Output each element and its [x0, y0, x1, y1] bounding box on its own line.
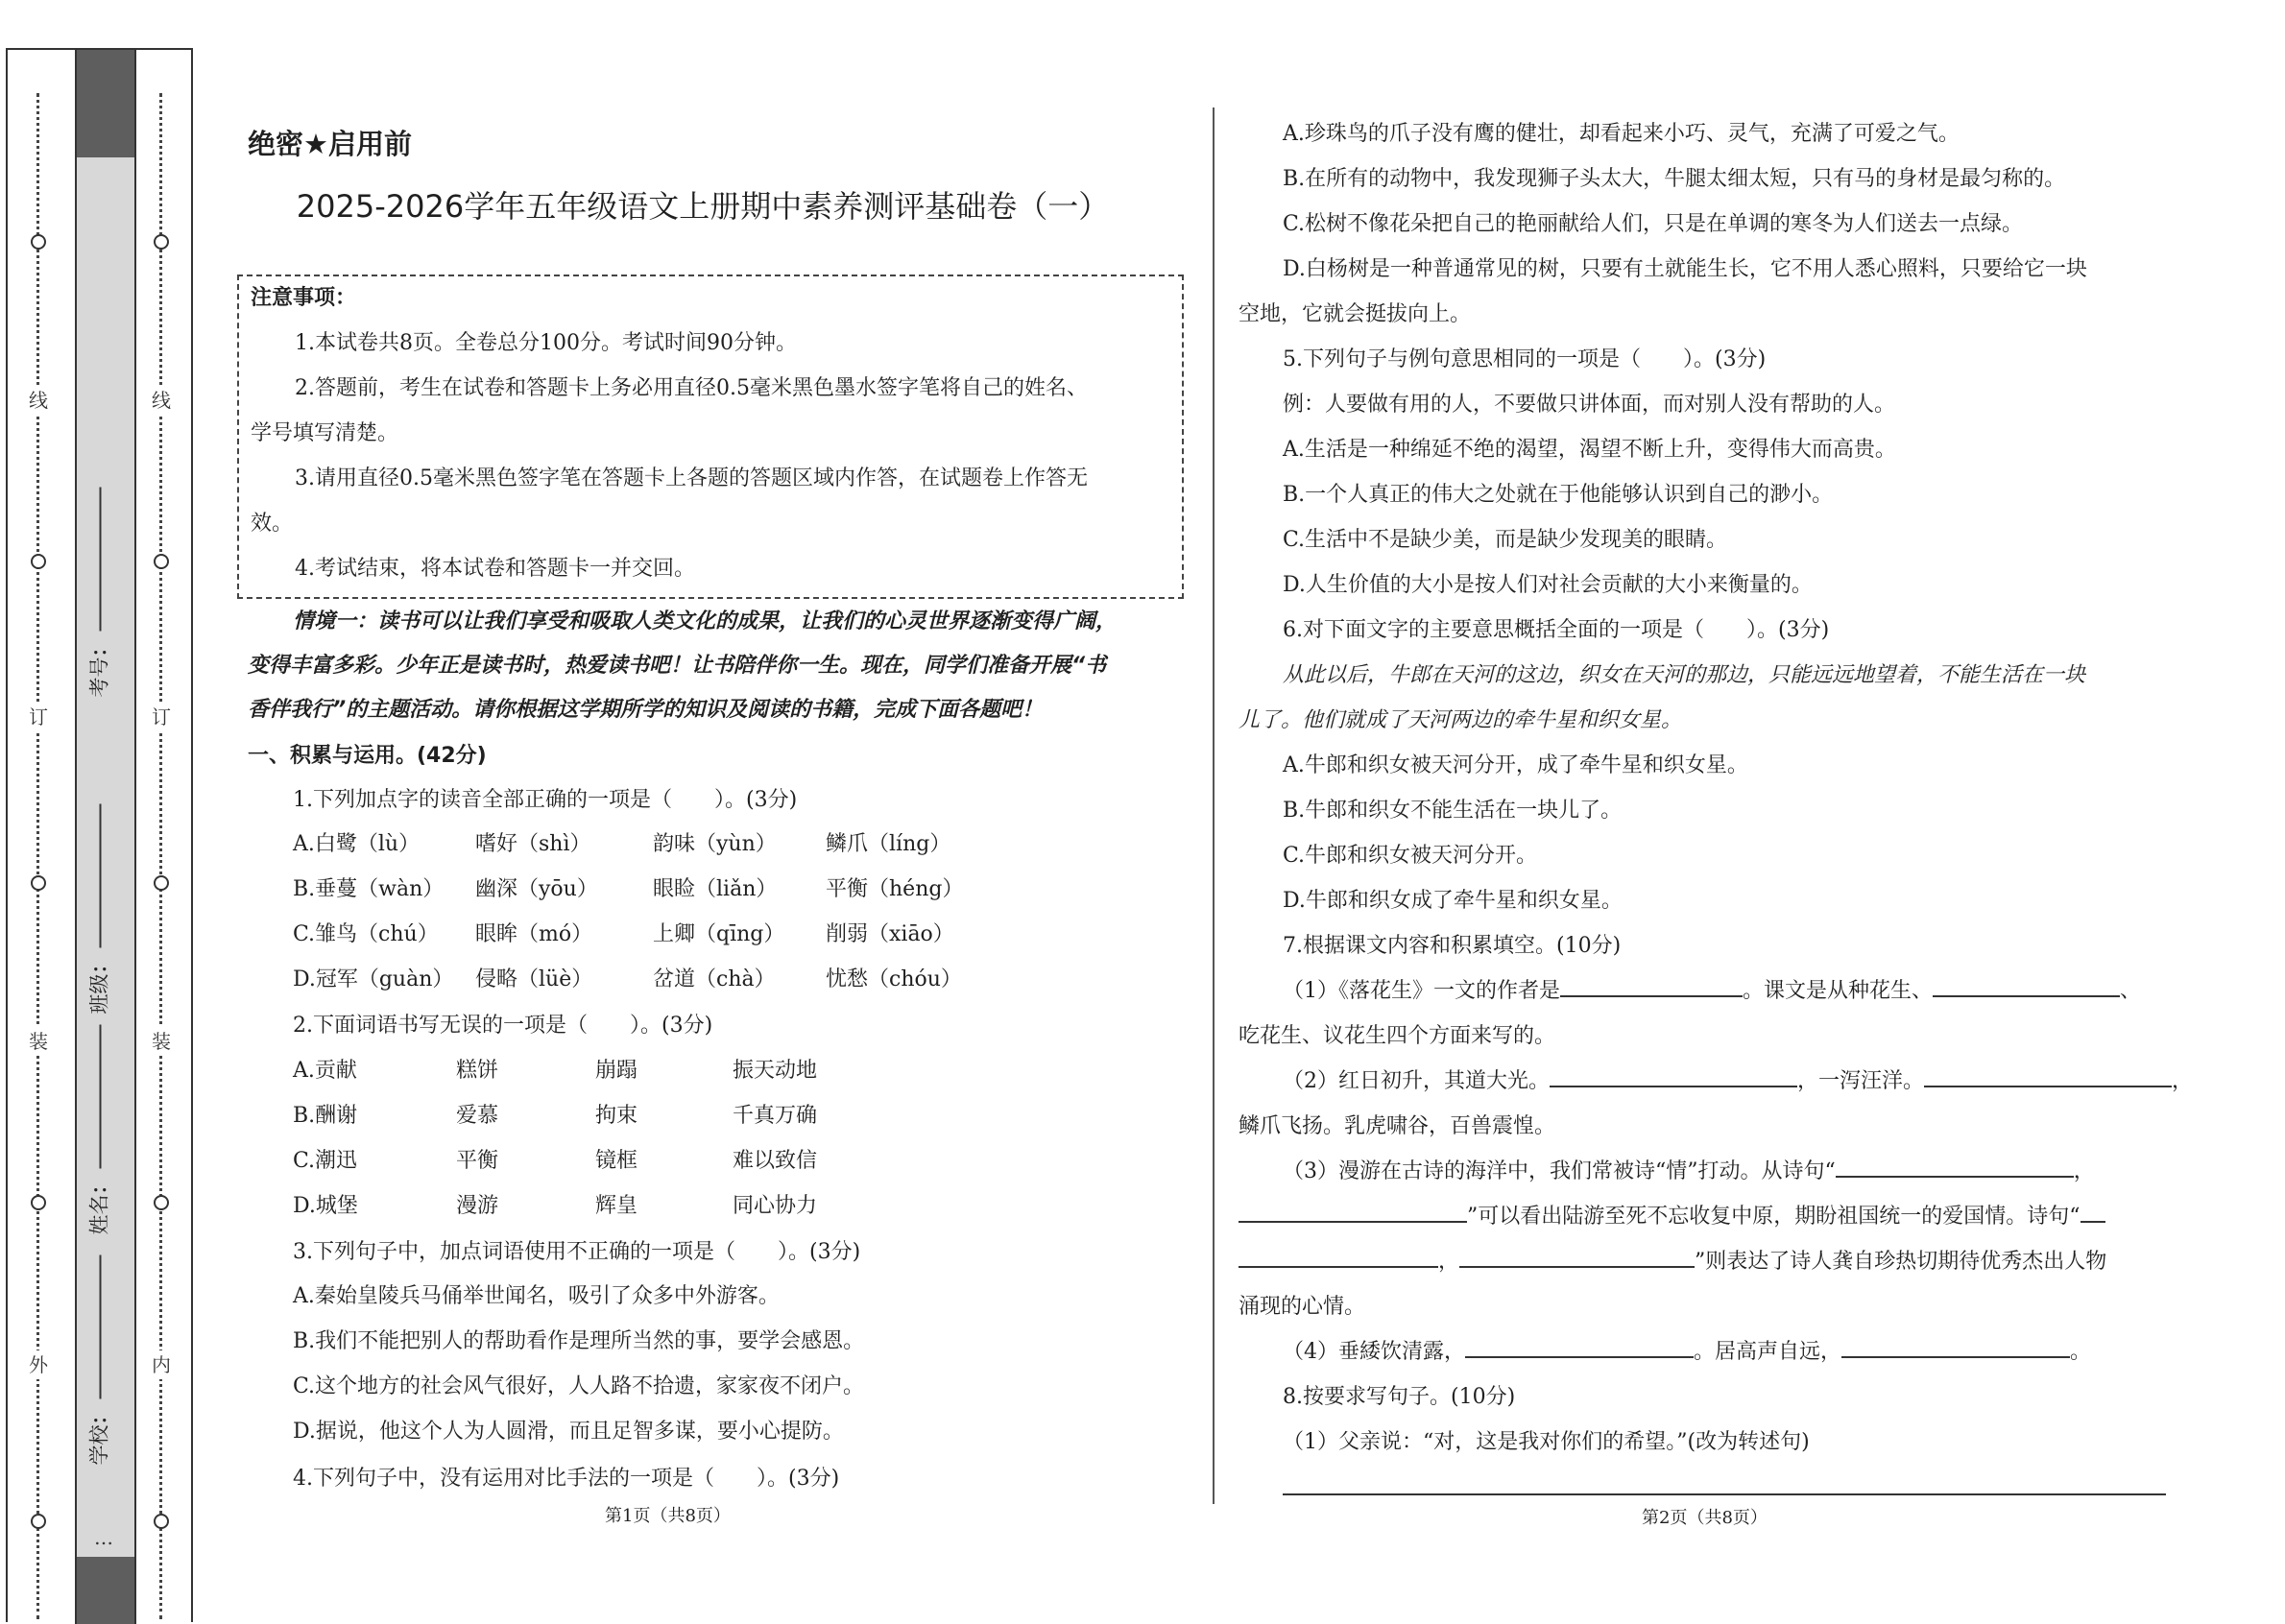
question-2-stem: 2.下面词语书写无误的一项是（ ）。(3分) — [293, 1014, 713, 1038]
answer-blank[interactable] — [1465, 1335, 1694, 1358]
notice-line: 1.本试卷共8页。全卷总分100分。考试时间90分钟。 — [295, 331, 797, 355]
q4-option: 空地，它就会挺拔向上。 — [1239, 302, 1472, 326]
answer-blank[interactable] — [1924, 1064, 2172, 1087]
binding-strip — [6, 48, 193, 1622]
q4-option: D.白杨树是一种普通常见的树，只要有土就能生长，它不用人悉心照料，只要给它一块 — [1283, 257, 2087, 281]
q6-option: D.牛郎和织女成了牵牛星和织女星。 — [1283, 889, 1623, 913]
answer-blank[interactable] — [1239, 1245, 1438, 1268]
q1-option-c: 眼眸（mó） — [475, 922, 593, 946]
q3-option: D.据说，他这个人为人圆滑，而且足智多谋，要小心提防。 — [293, 1420, 844, 1444]
page-number-right: 第2页（共8页） — [1642, 1508, 1768, 1528]
q1-option-d: 侵略（lüè） — [475, 967, 593, 991]
q1-option-a: 韵味（yùn） — [653, 832, 777, 856]
outer-circle — [31, 1514, 46, 1529]
q1-option-d: D.冠军（guàn） — [293, 967, 454, 991]
confidential-label: 绝密★启用前 — [248, 128, 412, 160]
q2-option-b: B.酬谢 — [293, 1104, 358, 1128]
outer-mark-line: 线 — [24, 386, 53, 415]
notice-box — [237, 275, 1184, 599]
answer-blank[interactable] — [1841, 1335, 2070, 1358]
q2-option-c: 镜框 — [595, 1149, 638, 1173]
q2-option-a: 崩蹋 — [595, 1059, 638, 1083]
outer-circle — [31, 234, 46, 250]
q7-part-1-cont: 吃花生、议花生四个方面来写的。 — [1239, 1024, 1556, 1048]
inner-circle — [154, 1514, 169, 1529]
question-6-stem: 6.对下面文字的主要意思概括全面的一项是（ ）。(3分) — [1283, 618, 1830, 642]
answer-blank[interactable] — [1933, 974, 2120, 997]
q8-part-1: （1）父亲说：“对，这是我对你们的希望。”(改为转述句) — [1283, 1430, 1810, 1454]
q8-answer-line[interactable] — [1283, 1493, 2166, 1495]
q1-option-d: 岔道（chà） — [653, 967, 776, 991]
notice-line: 4.考试结束，将本试卷和答题卡一并交回。 — [295, 557, 695, 581]
q6-option: B.牛郎和织女不能生活在一块儿了。 — [1283, 799, 1623, 823]
q2-option-d: 同心协力 — [733, 1194, 818, 1218]
name-field[interactable]: 姓名： — [84, 1025, 113, 1235]
outer-mark-outside: 外 — [24, 1350, 53, 1379]
q1-option-a: 鳞爪（líng） — [826, 832, 951, 856]
outer-mark-order: 订 — [24, 703, 53, 731]
q2-option-c: 难以致信 — [733, 1149, 818, 1173]
q1-option-c: 削弱（xiāo） — [826, 922, 954, 946]
q1-option-b: B.垂蔓（wàn） — [293, 877, 445, 901]
outer-circle — [31, 875, 46, 891]
question-7-stem: 7.根据课文内容和积累填空。(10分) — [1283, 934, 1622, 958]
q4-option: C.松树不像花朵把自己的艳丽献给人们，只是在单调的寒冬为人们送去一点绿。 — [1283, 212, 2024, 236]
outer-mark-bind: 装 — [24, 1027, 53, 1056]
strip-ellipsis: … — [94, 1526, 113, 1549]
answer-blank[interactable] — [2081, 1200, 2105, 1223]
q3-option: A.秦始皇陵兵马俑举世闻名，吸引了众多中外游客。 — [293, 1284, 780, 1308]
q5-option: C.生活中不是缺少美，而是缺少发现美的眼睛。 — [1283, 528, 1728, 552]
q5-option: A.生活是一种绵延不绝的渴望，渴望不断上升，变得伟大而高贵。 — [1283, 438, 1896, 462]
question-8-stem: 8.按要求写句子。(10分) — [1283, 1385, 1516, 1409]
answer-blank[interactable] — [1239, 1200, 1467, 1223]
q2-option-a: 振天动地 — [733, 1059, 818, 1083]
notice-line: 3.请用直径0.5毫米黑色签字笔在答题卡上各题的答题区域内作答，在试题卷上作答无 — [295, 466, 1088, 490]
exam-number-field[interactable]: 考号： — [84, 488, 113, 698]
q1-option-d: 忧愁（chóu） — [826, 967, 962, 991]
notice-line: 2.答题前，考生在试卷和答题卡上务必用直径0.5毫米黑色墨水签字笔将自己的姓名、 — [295, 376, 1088, 400]
page-title: 2025-2026学年五年级语文上册期中素养测评基础卷（一） — [296, 188, 1110, 225]
q1-option-b: 幽深（yōu） — [475, 877, 598, 901]
inner-circle — [154, 875, 169, 891]
q2-option-d: D.城堡 — [293, 1194, 358, 1218]
school-field[interactable]: 学校： — [84, 1255, 113, 1466]
q6-option: C.牛郎和织女被天河分开。 — [1283, 844, 1538, 868]
question-5-stem: 5.下列句子与例句意思相同的一项是（ ）。(3分) — [1283, 347, 1767, 371]
q7-part-3-cont: ”可以看出陆游至死不忘收复中原，期盼祖国统一的爱国情。诗句“ — [1239, 1200, 2105, 1234]
q6-passage: 儿了。他们就成了天河两边的牵牛星和织女星。 — [1239, 708, 1683, 732]
q1-option-c: 上卿（qīng） — [653, 922, 785, 946]
q2-option-d: 漫游 — [456, 1194, 499, 1218]
inner-circle — [154, 234, 169, 250]
q2-option-c: C.潮迅 — [293, 1149, 358, 1173]
q1-option-a: 嗜好（shì） — [475, 832, 591, 856]
answer-blank[interactable] — [1459, 1245, 1695, 1268]
q7-part-1: （1）《落花生》一文的作者是 。课文是从种花生、 、 — [1283, 974, 2141, 1009]
scene-text: 情境一：读书可以让我们享受和吸取人类文化的成果，让我们的心灵世界逐渐变得广阔， — [293, 609, 1118, 633]
outer-cut-line — [36, 93, 39, 1619]
outer-circle — [31, 1195, 46, 1210]
q2-option-b: 爱慕 — [456, 1104, 499, 1128]
q1-option-b: 眼睑（liǎn） — [653, 877, 778, 901]
q3-option: B.我们不能把别人的帮助看作是理所当然的事，要学会感恩。 — [293, 1329, 865, 1353]
q1-option-c: C.雏鸟（chú） — [293, 922, 439, 946]
q1-option-b: 平衡（héng） — [826, 877, 964, 901]
question-3-stem: 3.下列句子中，加点词语使用不正确的一项是（ ）。(3分) — [293, 1240, 861, 1264]
question-1-stem: 1.下列加点字的读音全部正确的一项是（ ）。(3分) — [293, 788, 798, 812]
q4-option: A.珍珠鸟的爪子没有鹰的健壮，却看起来小巧、灵气，充满了可爱之气。 — [1283, 122, 1960, 146]
inner-circle — [154, 1195, 169, 1210]
q2-option-b: 千真万确 — [733, 1104, 818, 1128]
q5-example: 例：人要做有用的人，不要做只讲体面，而对别人没有帮助的人。 — [1283, 393, 1896, 417]
scene-text: 变得丰富多彩。少年正是读书时，热爱读书吧！让书陪伴你一生。现在，同学们准备开展“书 — [248, 654, 1107, 678]
answer-blank[interactable] — [1560, 974, 1743, 997]
q3-option: C.这个地方的社会风气很好，人人路不拾遗，家家夜不闭户。 — [293, 1374, 865, 1398]
outer-circle — [31, 554, 46, 569]
band-top-block — [77, 50, 134, 157]
inner-circle — [154, 554, 169, 569]
inner-mark-order: 订 — [147, 703, 176, 731]
q2-option-d: 辉皇 — [595, 1194, 638, 1218]
inner-mark-bind: 装 — [147, 1027, 176, 1056]
q7-part-2-cont: 鳞爪飞扬。乳虎啸谷，百兽震惶。 — [1239, 1114, 1556, 1138]
q5-option: B.一个人真正的伟大之处就在于他能够认识到自己的渺小。 — [1283, 483, 1834, 507]
q2-option-c: 平衡 — [456, 1149, 499, 1173]
q6-option: A.牛郎和织女被天河分开，成了牵牛星和织女星。 — [1283, 753, 1748, 777]
q7-part-4: （4）垂緌饮清露， 。居高声自远， 。 — [1283, 1335, 2091, 1370]
inner-cut-line — [159, 93, 162, 1619]
inner-mark-inside: 内 — [147, 1350, 176, 1379]
scene-text: 香伴我行”的主题活动。请你根据这学期所学的知识及阅读的书籍，完成下面各题吧！ — [248, 698, 1044, 722]
q7-part-3-cont: 涌现的心情。 — [1239, 1295, 1366, 1319]
inner-mark-line: 线 — [147, 386, 176, 415]
q6-passage: 从此以后，牛郎在天河的这边，织女在天河的那边，只能远远地望着，不能生活在一块 — [1283, 663, 2086, 687]
section-heading: 一、积累与运用。(42分) — [248, 744, 487, 768]
class-field[interactable]: 班级： — [84, 804, 113, 1015]
answer-blank[interactable] — [1550, 1064, 1797, 1087]
q2-option-b: 拘束 — [595, 1104, 638, 1128]
question-4-stem: 4.下列句子中，没有运用对比手法的一项是（ ）。(3分) — [293, 1467, 840, 1491]
q7-part-3-cont: ， ”则表达了诗人龚自珍热切期待优秀杰出人物 — [1239, 1245, 2106, 1279]
notice-line: 效。 — [251, 512, 294, 536]
answer-blank[interactable] — [1836, 1155, 2074, 1178]
q4-option: B.在所有的动物中，我发现狮子头太大，牛腿太细太短，只有马的身材是最匀称的。 — [1283, 167, 2066, 191]
column-divider — [1213, 107, 1215, 1504]
notice-heading: 注意事项： — [251, 286, 357, 310]
notice-line: 学号填写清楚。 — [251, 421, 399, 445]
q1-option-a: A.白鹭（lù） — [293, 832, 421, 856]
q7-part-3: （3）漫游在古诗的海洋中，我们常被诗“情”打动。从诗句“ ， — [1283, 1155, 2095, 1189]
q2-option-a: 糕饼 — [456, 1059, 499, 1083]
page-number-left: 第1页（共8页） — [605, 1506, 731, 1526]
q5-option: D.人生价值的大小是按人们对社会贡献的大小来衡量的。 — [1283, 573, 1813, 597]
q2-option-a: A.贡献 — [293, 1059, 357, 1083]
q7-part-2: （2）红日初升，其道大光。 ，一泻汪洋。 ， — [1283, 1064, 2193, 1099]
